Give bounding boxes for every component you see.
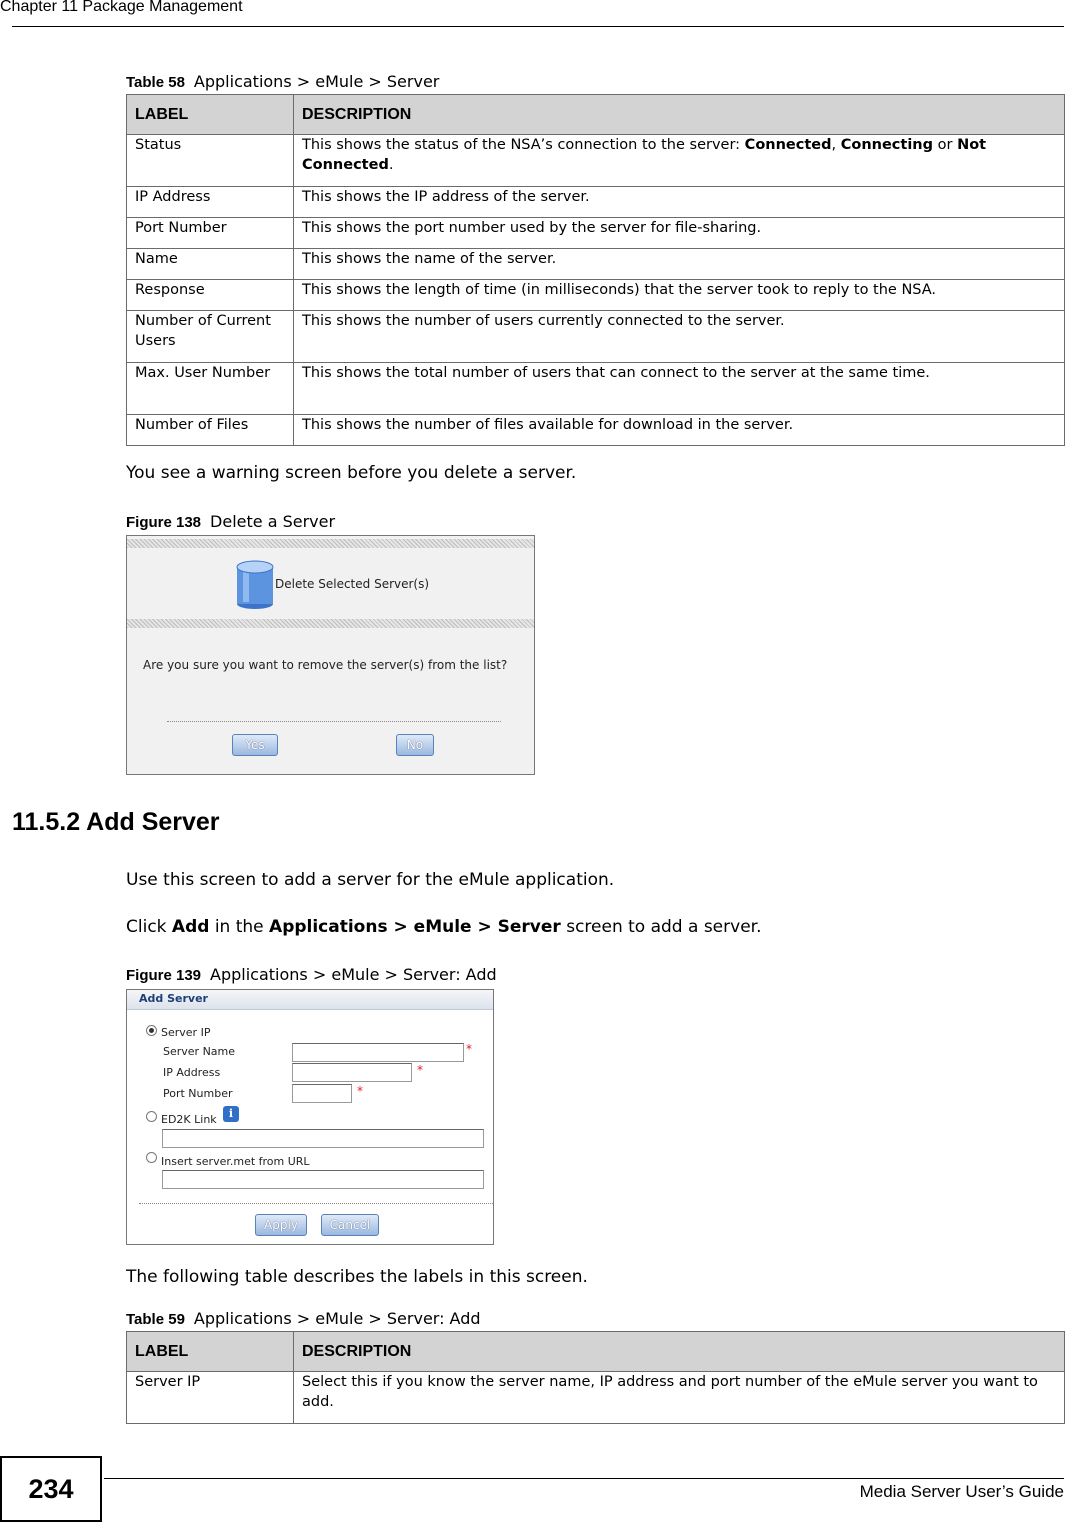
table59-col-description: DESCRIPTION (294, 1332, 1065, 1372)
ip-address-input[interactable] (292, 1063, 412, 1082)
table-row (127, 187, 1065, 218)
row-label: Number of Current Users (127, 311, 294, 363)
table-row (127, 249, 1065, 280)
page-number: 234 (0, 1456, 102, 1522)
ed2k-link-label: ED2K Link (161, 1113, 217, 1126)
info-icon[interactable]: i (223, 1106, 239, 1122)
required-marker: * (417, 1063, 423, 1077)
warning-paragraph: You see a warning screen before you delete a server. (126, 463, 577, 483)
row-description: This shows the IP address of the server. (294, 187, 1065, 218)
delete-server-dialog (126, 535, 535, 775)
following-paragraph: The following table describes the labels in this screen. (126, 1267, 588, 1287)
dialog-top-stripe (127, 539, 534, 548)
table59 (126, 1331, 1065, 1424)
server-ip-radio[interactable] (146, 1025, 157, 1036)
row-label: IP Address (127, 187, 294, 218)
port-number-input[interactable] (292, 1084, 352, 1103)
table59-title: Applications > eMule > Server: Add (193, 1309, 481, 1328)
no-button[interactable]: No (396, 734, 434, 756)
add-server-panel (126, 989, 494, 1245)
table-row (127, 1372, 1065, 1424)
table58-col-description: DESCRIPTION (294, 95, 1065, 135)
panel-divider (139, 1203, 493, 1204)
required-marker: * (466, 1042, 472, 1056)
required-marker: * (357, 1084, 363, 1098)
panel-title-bar (127, 990, 493, 1010)
dialog-mid-stripe (127, 619, 534, 628)
table-row (127, 218, 1065, 249)
row-description: This shows the status of the NSA’s connection to the server: Connected, Connecting or Not Connected. (294, 135, 1065, 187)
table-row (127, 280, 1065, 311)
row-label: Name (127, 249, 294, 280)
figure138-label: Figure 138 (126, 514, 202, 531)
server-name-input[interactable] (292, 1043, 464, 1062)
table58-title: Applications > eMule > Server (193, 72, 440, 91)
row-description: This shows the length of time (in milliseconds) that the server took to reply to the NSA. (294, 280, 1065, 311)
guide-title: Media Server User’s Guide (859, 1482, 1064, 1501)
row-label: Status (127, 135, 294, 187)
row-label: Server IP (127, 1372, 294, 1424)
panel-title: Add Server (139, 992, 208, 1005)
row-description: This shows the number of users currently connected to the server. (294, 311, 1065, 363)
server-ip-label: Server IP (161, 1026, 211, 1039)
table58-caption (126, 72, 439, 91)
click-paragraph: Click Add in the Applications > eMule > Server screen to add a server. (126, 917, 762, 937)
table-row (127, 135, 1065, 187)
server-met-url-input[interactable] (162, 1170, 484, 1189)
database-icon (235, 560, 275, 610)
row-label: Max. User Number (127, 363, 294, 415)
server-name-label: Server Name (163, 1045, 236, 1058)
table-row (127, 311, 1065, 363)
row-label: Number of Files (127, 415, 294, 446)
figure138-caption (126, 512, 335, 531)
use-paragraph: Use this screen to add a server for the eMule application. (126, 870, 615, 890)
server-met-url-label: Insert server.met from URL (161, 1155, 310, 1168)
row-description: Select this if you know the server name, IP address and port number of the eMule server you want to add. (294, 1372, 1065, 1424)
ip-address-label: IP Address (163, 1066, 221, 1079)
ed2k-link-input[interactable] (162, 1129, 484, 1148)
dialog-question: Are you sure you want to remove the server(s) from the list? (143, 658, 508, 672)
row-description: This shows the number of files available for download in the server. (294, 415, 1065, 446)
table58-label: Table 58 (126, 74, 185, 91)
figure139-caption (126, 965, 497, 984)
table58-col-label: LABEL (127, 95, 294, 135)
yes-button[interactable]: Yes (232, 734, 278, 756)
table-row (127, 415, 1065, 446)
dialog-divider (167, 721, 501, 722)
chapter-header: Chapter 11 Package Management (0, 0, 243, 15)
table58-header-row (127, 95, 1065, 135)
footer-divider (104, 1478, 1064, 1479)
table59-header-row (127, 1332, 1065, 1372)
row-description: This shows the total number of users that can connect to the server at the same time. (294, 363, 1065, 415)
cancel-button[interactable]: Cancel (321, 1214, 379, 1236)
table59-caption (126, 1309, 481, 1328)
row-label: Port Number (127, 218, 294, 249)
row-description: This shows the name of the server. (294, 249, 1065, 280)
port-number-label: Port Number (163, 1087, 233, 1100)
ed2k-link-radio[interactable] (146, 1111, 157, 1122)
dialog-heading: Delete Selected Server(s) (275, 577, 430, 591)
figure138-title: Delete a Server (210, 512, 336, 531)
row-description: This shows the port number used by the server for file-sharing. (294, 218, 1065, 249)
row-label: Response (127, 280, 294, 311)
table59-label: Table 59 (126, 1311, 185, 1328)
section-title: 11.5.2 Add Server (12, 808, 220, 836)
header-divider (12, 26, 1064, 27)
table59-col-label: LABEL (127, 1332, 294, 1372)
figure139-title: Applications > eMule > Server: Add (210, 965, 497, 984)
table-row (127, 363, 1065, 415)
apply-button[interactable]: Apply (255, 1214, 307, 1236)
figure139-label: Figure 139 (126, 967, 202, 984)
server-met-url-radio[interactable] (146, 1152, 157, 1163)
table58 (126, 94, 1065, 446)
